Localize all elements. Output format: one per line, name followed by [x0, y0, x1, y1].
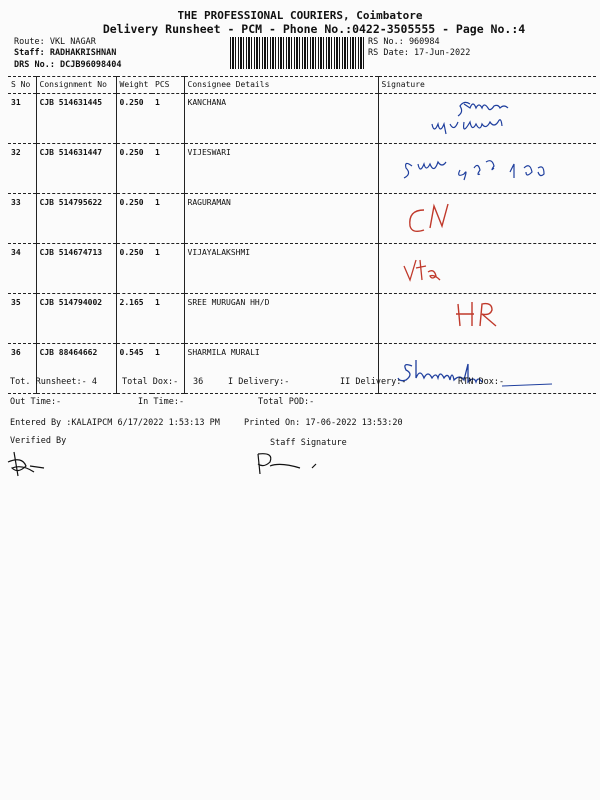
- row-consignee: SREE MURUGAN HH/D: [184, 294, 378, 344]
- row-consignee: VIJESWARI: [184, 144, 378, 194]
- row-pcs: 1: [152, 194, 184, 244]
- row-sno: 33: [8, 194, 36, 244]
- ii-delivery: II Delivery:-: [340, 377, 407, 387]
- row-weight: 0.250: [116, 194, 152, 244]
- row-pcs: 1: [152, 94, 184, 144]
- staff-signature-label: Staff Signature: [270, 438, 347, 448]
- entered-by: Entered By :KALAIPCM 6/17/2022 1:53:13 PM: [10, 418, 220, 428]
- rs-number: RS No.: 960984: [368, 37, 440, 47]
- row-consignee: KANCHANA: [184, 94, 378, 144]
- total-dox-value: 36: [193, 377, 204, 387]
- col-weight: Weight: [116, 77, 152, 94]
- row-consignee: SHARMILA MURALI: [184, 344, 378, 394]
- handwritten-signature: [382, 198, 582, 240]
- handwritten-signature: [382, 298, 582, 340]
- drs-number: DRS No.: DCJB96098404: [14, 60, 122, 70]
- barcode: [230, 37, 365, 69]
- row-consignment: CJB 88464662: [36, 344, 116, 394]
- i-delivery: I Delivery:-: [228, 377, 290, 387]
- table-row: [8, 244, 596, 294]
- company-name: THE PROFESSIONAL COURIERS, Coimbatore: [177, 9, 423, 22]
- tot-runsheet: Tot. Runsheet:- 4: [10, 377, 97, 387]
- row-signature: [378, 144, 596, 194]
- verifier-signature: [4, 444, 64, 480]
- col-pcs: PCS: [152, 77, 184, 94]
- row-weight: 0.250: [116, 244, 152, 294]
- in-time: In Time:-: [138, 397, 185, 407]
- table-row: [8, 144, 596, 194]
- row-signature: [378, 194, 596, 244]
- row-consignment: CJB 514794002: [36, 294, 116, 344]
- runsheet-table: [8, 76, 596, 394]
- row-pcs: 1: [152, 344, 184, 394]
- row-pcs: 1: [152, 144, 184, 194]
- row-consignee: VIJAYALAKSHMI: [184, 244, 378, 294]
- handwritten-signature: [382, 98, 582, 140]
- col-consignee: Consignee Details: [184, 77, 378, 94]
- row-signature: [378, 94, 596, 144]
- row-consignment: CJB 514795622: [36, 194, 116, 244]
- out-time: Out Time:-: [10, 397, 62, 407]
- row-sno: 35: [8, 294, 36, 344]
- row-sno: 32: [8, 144, 36, 194]
- table-row: [8, 294, 596, 344]
- row-weight: 0.545: [116, 344, 152, 394]
- row-signature: [378, 244, 596, 294]
- runsheet-title: Delivery Runsheet - PCM - Phone No.:0422-3505555 - Page No.:4: [102, 22, 526, 36]
- printed-on: Printed On: 17-06-2022 13:53:20: [244, 418, 403, 428]
- row-signature: [378, 294, 596, 344]
- handwritten-signature: [382, 248, 582, 290]
- col-consignment: Consignment No: [36, 77, 116, 94]
- row-weight: 0.250: [116, 144, 152, 194]
- rs-date: RS Date: 17-Jun-2022: [368, 48, 471, 58]
- row-sno: 34: [8, 244, 36, 294]
- verified-by-label: Verified By: [10, 436, 67, 446]
- col-signature: Signature: [378, 77, 596, 94]
- table-row: [8, 194, 596, 244]
- total-pod: Total POD:-: [258, 397, 315, 407]
- row-sno: 36: [8, 344, 36, 394]
- table-row: [8, 94, 596, 144]
- row-consignee: RAGURAMAN: [184, 194, 378, 244]
- table-header: [8, 77, 596, 94]
- row-consignment: CJB 514631447: [36, 144, 116, 194]
- staff-signature: [250, 448, 340, 478]
- row-consignment: CJB 514674713: [36, 244, 116, 294]
- row-sno: 31: [8, 94, 36, 144]
- row-pcs: 1: [152, 244, 184, 294]
- row-consignment: CJB 514631445: [36, 94, 116, 144]
- staff-label: Staff: RADHAKRISHNAN: [14, 48, 117, 58]
- total-dox-label: Total Dox:-: [122, 377, 179, 387]
- row-weight: 2.165: [116, 294, 152, 344]
- col-sno: S No: [8, 77, 36, 94]
- handwritten-signature: [382, 148, 582, 190]
- row-weight: 0.250: [116, 94, 152, 144]
- route-label: Route: VKL NAGAR: [14, 37, 96, 47]
- row-pcs: 1: [152, 294, 184, 344]
- rtn-dox: RTN Dox:-: [458, 377, 505, 387]
